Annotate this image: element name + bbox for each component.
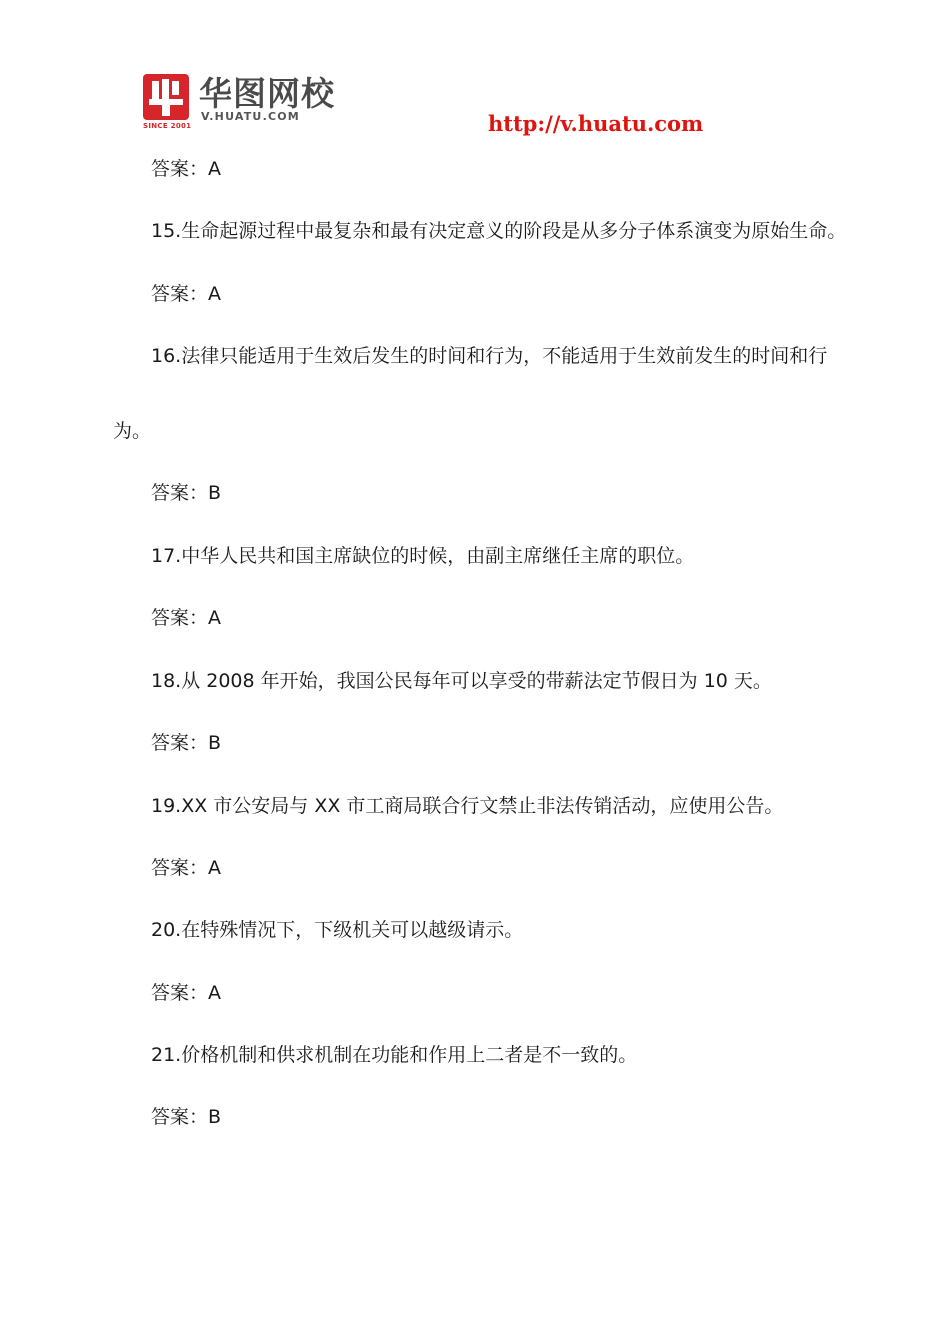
- huatu-logo: [143, 74, 383, 134]
- answer-16: 答案：B: [151, 482, 222, 504]
- question-17: 17.中华人民共和国主席缺位的时候，由副主席继任主席的职位。: [151, 545, 695, 567]
- question-20: 20.在特殊情况下，下级机关可以越级请示。: [151, 919, 524, 941]
- answer-14: 答案：A: [151, 158, 221, 180]
- logo-domain: V.HUATU.COM: [201, 110, 300, 123]
- question-16-line-2: 为。: [113, 420, 152, 442]
- answer-15: 答案：A: [151, 283, 221, 305]
- huatu-logo-icon: [143, 74, 189, 120]
- answer-21: 答案：B: [151, 1106, 222, 1128]
- logo-since-text: SINCE 2001: [143, 122, 192, 130]
- question-18: 18.从 2008 年开始，我国公民每年可以享受的带薪法定节假日为 10 天。: [151, 670, 772, 692]
- answer-18: 答案：B: [151, 732, 222, 754]
- page-header: [0, 0, 950, 140]
- logo-brand-name: 华图网校: [199, 74, 335, 113]
- answer-20: 答案：A: [151, 982, 221, 1004]
- site-url-link[interactable]: http://v.huatu.com: [488, 111, 704, 136]
- question-16-line-1: 16.法律只能适用于生效后发生的时间和行为，不能适用于生效前发生的时间和行: [151, 345, 828, 367]
- question-19: 19.XX 市公安局与 XX 市工商局联合行文禁止非法传销活动，应使用公告。: [151, 795, 784, 817]
- answer-19: 答案：A: [151, 857, 221, 879]
- question-15: 15.生命起源过程中最复杂和最有决定意义的阶段是从多分子体系演变为原始生命。: [151, 220, 847, 242]
- question-21: 21.价格机制和供求机制在功能和作用上二者是不一致的。: [151, 1044, 638, 1066]
- answer-17: 答案：A: [151, 607, 221, 629]
